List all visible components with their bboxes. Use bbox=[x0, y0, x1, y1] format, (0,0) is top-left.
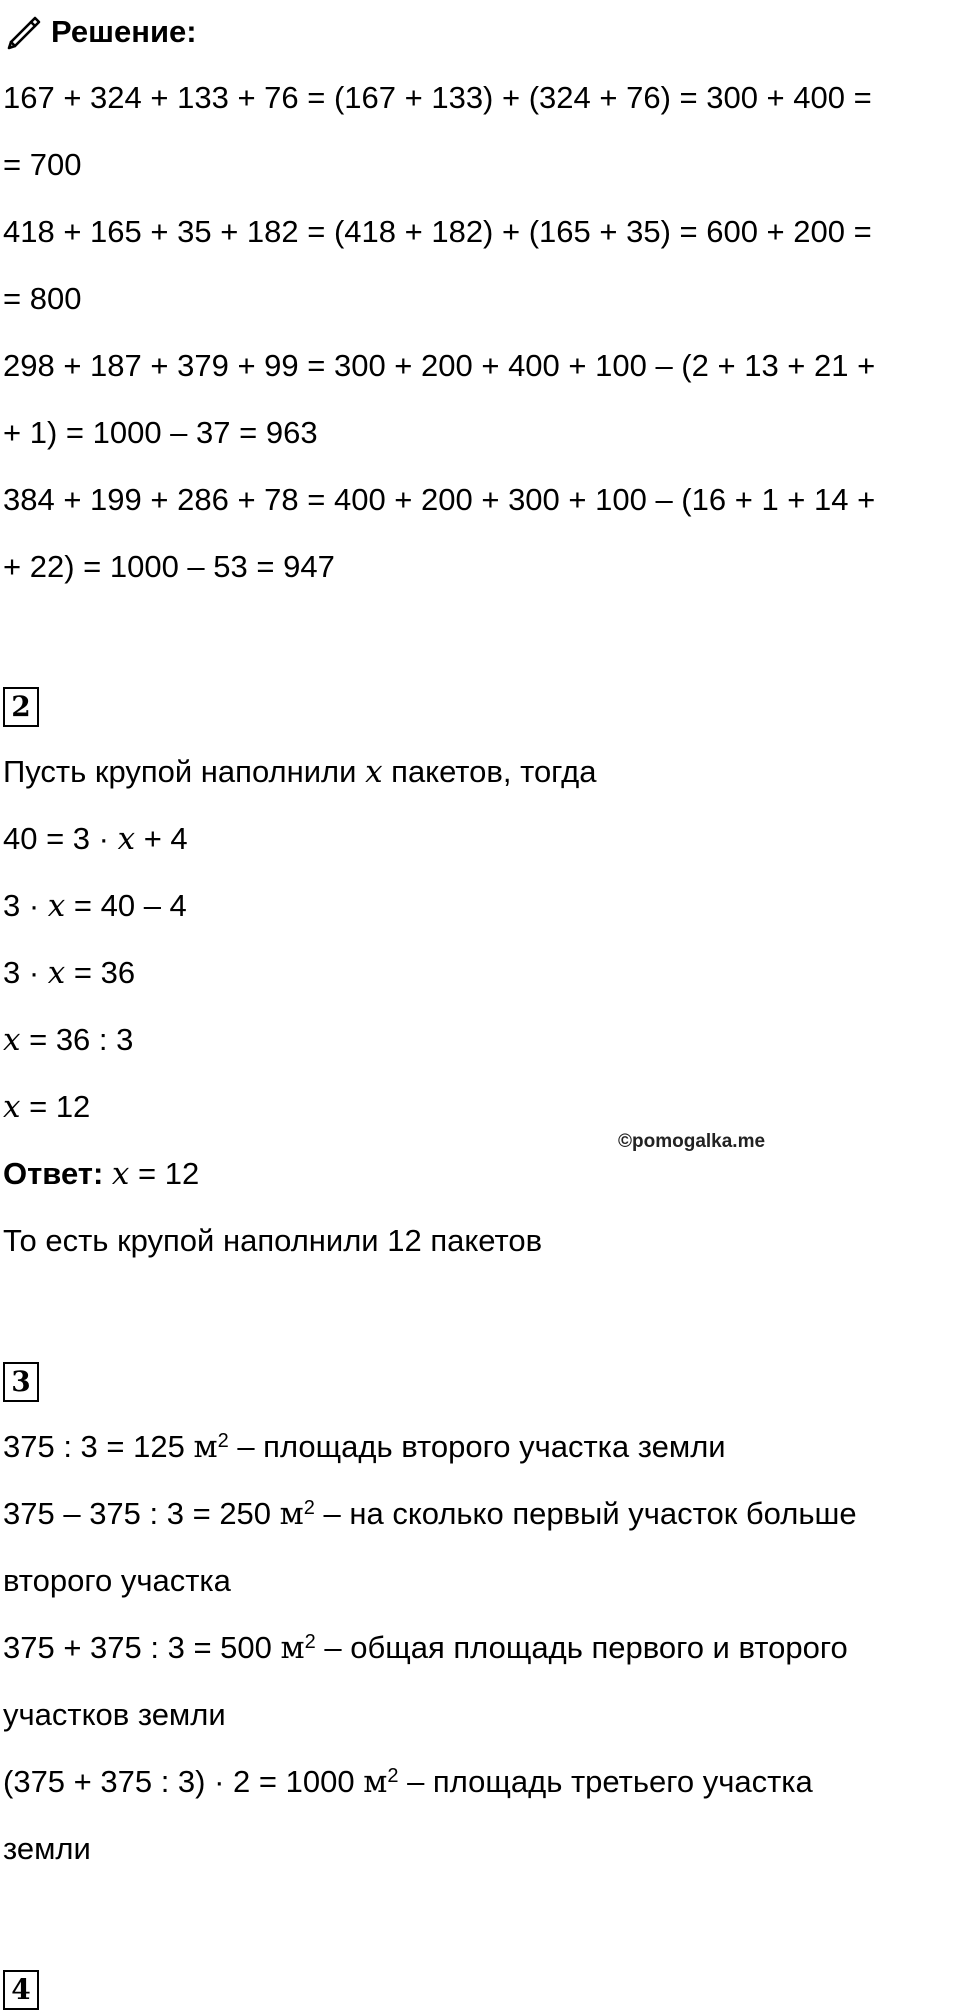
task2-answer: Ответ: x = 12 bbox=[3, 1156, 200, 1192]
answer-label: Ответ: bbox=[3, 1156, 104, 1191]
task1-line-8: + 22) = 1000 – 53 = 947 bbox=[3, 549, 335, 584]
task3-line-4-continued: земли bbox=[3, 1831, 91, 1866]
task2-equation-2: 3 · x = 40 – 4 bbox=[3, 888, 187, 924]
pencil-icon bbox=[3, 10, 43, 50]
task1-line-5: 298 + 187 + 379 + 99 = 300 + 200 + 400 + 100 – (2 + 13 + 21 + bbox=[3, 348, 876, 383]
solution-heading: Решение: bbox=[3, 10, 197, 52]
task-number-4: 4 bbox=[3, 1970, 39, 2010]
task3-line-3: 375 + 375 : 3 = 500 $м^2$ – общая площадь первого и второго bbox=[3, 1630, 848, 1666]
task3-line-4: (375 + 375 : 3) · 2 = 1000 $м^2$ – площадь третьего участка bbox=[3, 1764, 813, 1800]
task-number-3: 3 bbox=[3, 1362, 39, 1402]
task2-equation-4: x = 36 : 3 bbox=[3, 1022, 134, 1058]
task2-equation-5: x = 12 bbox=[3, 1089, 91, 1125]
task2-equation-1: 40 = 3 · x + 4 bbox=[3, 821, 188, 857]
task2-equation-3: 3 · x = 36 bbox=[3, 955, 136, 991]
task3-line-2: 375 – 375 : 3 = 250 $м^2$ – на сколько первый участок больше bbox=[3, 1496, 857, 1532]
task1-line-6: + 1) = 1000 – 37 = 963 bbox=[3, 415, 318, 450]
task1-line-7: 384 + 199 + 286 + 78 = 400 + 200 + 300 + 100 – (16 + 1 + 14 + bbox=[3, 482, 876, 517]
task-number-2: 2 bbox=[3, 687, 39, 727]
task1-line-4: = 800 bbox=[3, 281, 82, 316]
task3-line-1: 375 : 3 = 125 $м^2$ – площадь второго участка земли bbox=[3, 1429, 726, 1465]
task2-intro: Пусть крупой наполнили x пакетов, тогда bbox=[3, 754, 597, 790]
task1-line-3: 418 + 165 + 35 + 182 = (418 + 182) + (165 + 35) = 600 + 200 = bbox=[3, 214, 872, 249]
task1-line-2: = 700 bbox=[3, 147, 82, 182]
task2-conclusion: То есть крупой наполнили 12 пакетов bbox=[3, 1223, 543, 1258]
task1-line-1: 167 + 324 + 133 + 76 = (167 + 133) + (324 + 76) = 300 + 400 = bbox=[3, 80, 872, 115]
task3-line-2-continued: второго участка bbox=[3, 1563, 231, 1598]
task3-line-3-continued: участков земли bbox=[3, 1697, 226, 1732]
watermark: ©pomogalka.me bbox=[618, 1131, 766, 1152]
